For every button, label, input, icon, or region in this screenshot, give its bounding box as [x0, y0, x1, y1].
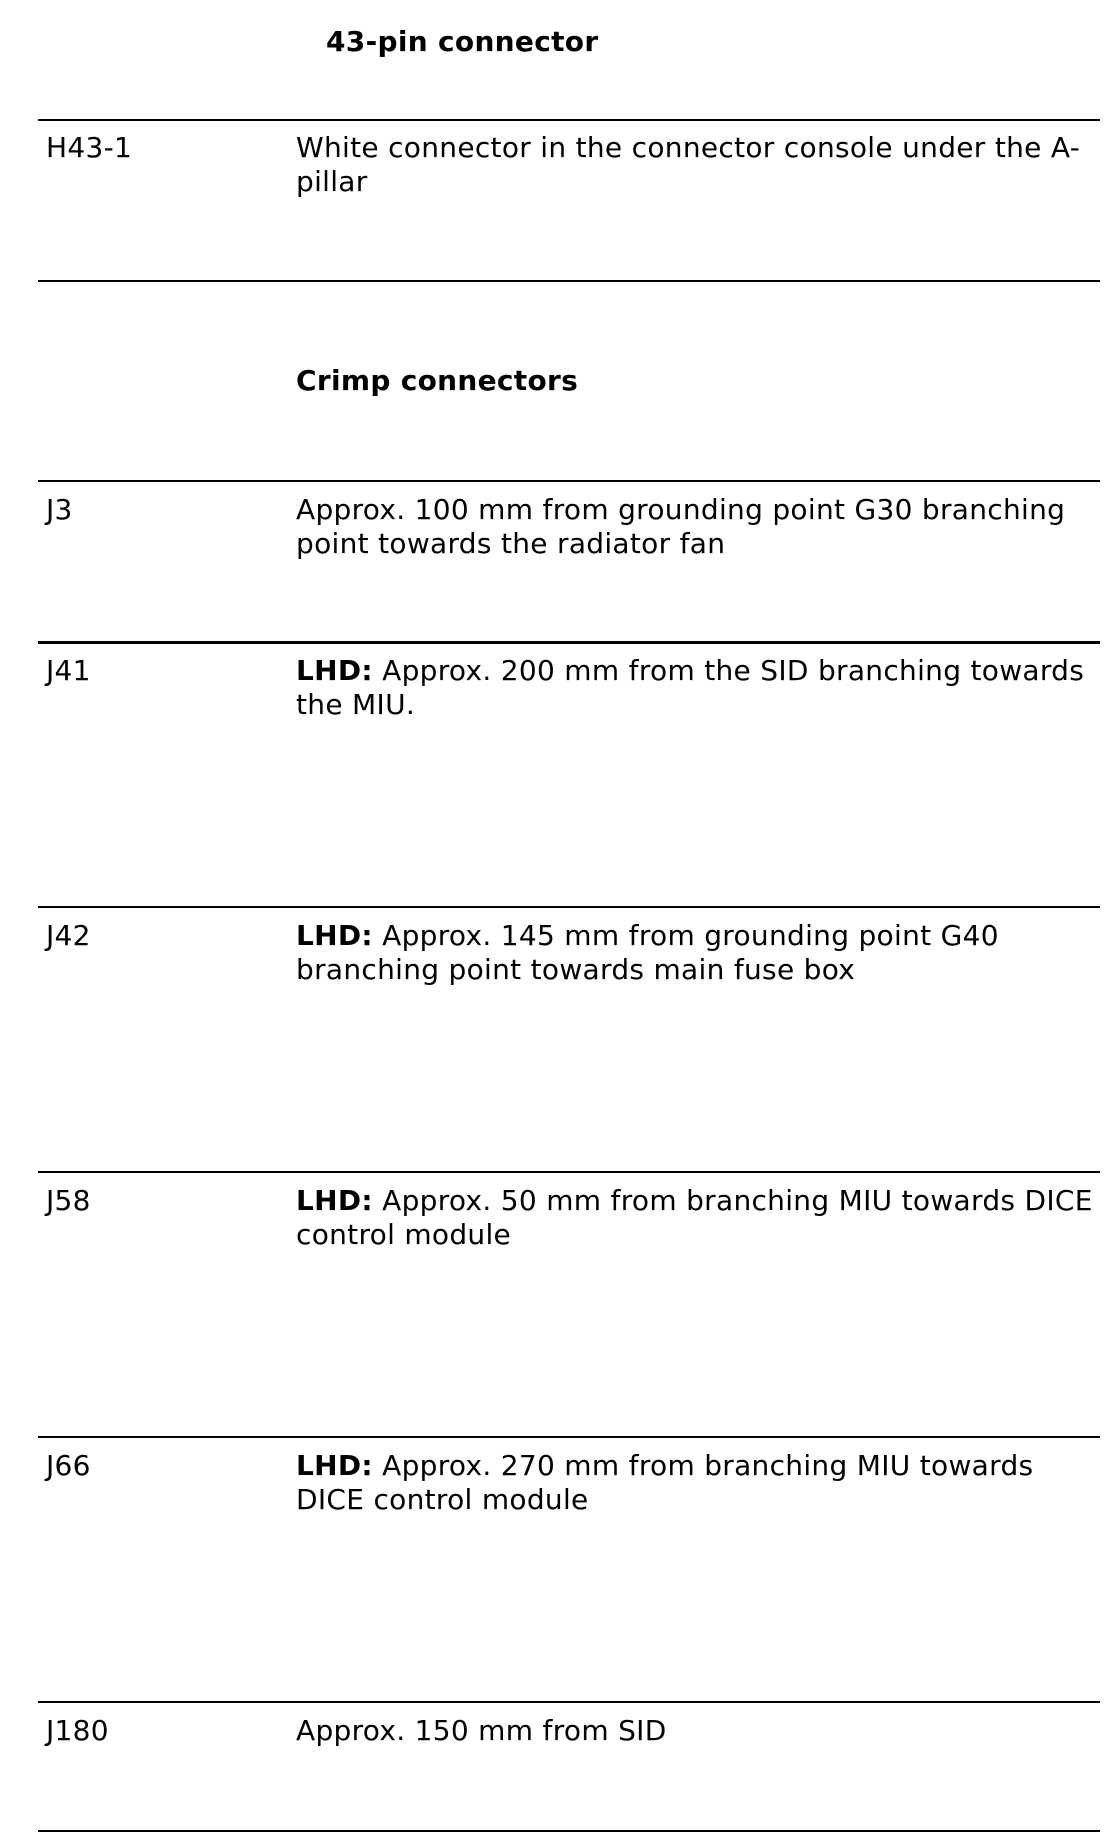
divider — [38, 906, 1100, 908]
location-text: Approx. 150 mm from SID — [296, 1714, 667, 1747]
divider — [38, 1436, 1100, 1438]
connector-code: H43-1 — [46, 131, 133, 164]
location-text: Approx. 200 mm from the SID branching towards the MIU. — [296, 654, 1085, 721]
connector-location — [296, 1184, 1096, 1252]
connector-location — [296, 493, 1096, 561]
connector-code: J58 — [46, 1184, 91, 1217]
connector-location — [296, 919, 1096, 987]
divider — [38, 1171, 1100, 1173]
location-text: Approx. 145 mm from grounding point G40 branching point towards main fuse box — [296, 919, 999, 986]
connector-code: J3 — [46, 493, 73, 526]
divider — [38, 280, 1100, 282]
connector-code: J42 — [46, 919, 91, 952]
divider — [38, 641, 1100, 644]
connector-location — [296, 654, 1096, 722]
connector-code: J180 — [46, 1714, 109, 1747]
divider — [38, 480, 1100, 482]
location-text: Approx. 270 mm from branching MIU towards DICE control module — [296, 1449, 1034, 1516]
section-title-43-pin-connector: 43-pin connector — [326, 25, 599, 58]
connector-location — [296, 131, 1086, 199]
location-text: Approx. 50 mm from branching MIU towards DICE control module — [296, 1184, 1093, 1251]
location-prefix: LHD: — [296, 1449, 373, 1482]
divider — [38, 1830, 1100, 1832]
connector-code: J66 — [46, 1449, 91, 1482]
section-title-crimp-connectors: Crimp connectors — [296, 364, 579, 397]
location-prefix: LHD: — [296, 654, 373, 687]
divider — [38, 119, 1100, 121]
connector-location — [296, 1714, 1096, 1748]
connector-location — [296, 1449, 1096, 1517]
location-prefix: LHD: — [296, 919, 373, 952]
connector-code: J41 — [46, 654, 91, 687]
divider — [38, 1701, 1100, 1703]
location-text: Approx. 100 mm from grounding point G30 branching point towards the radiator fan — [296, 493, 1066, 560]
location-text: White connector in the connector console under the A-pillar — [296, 131, 1081, 198]
location-prefix: LHD: — [296, 1184, 373, 1217]
